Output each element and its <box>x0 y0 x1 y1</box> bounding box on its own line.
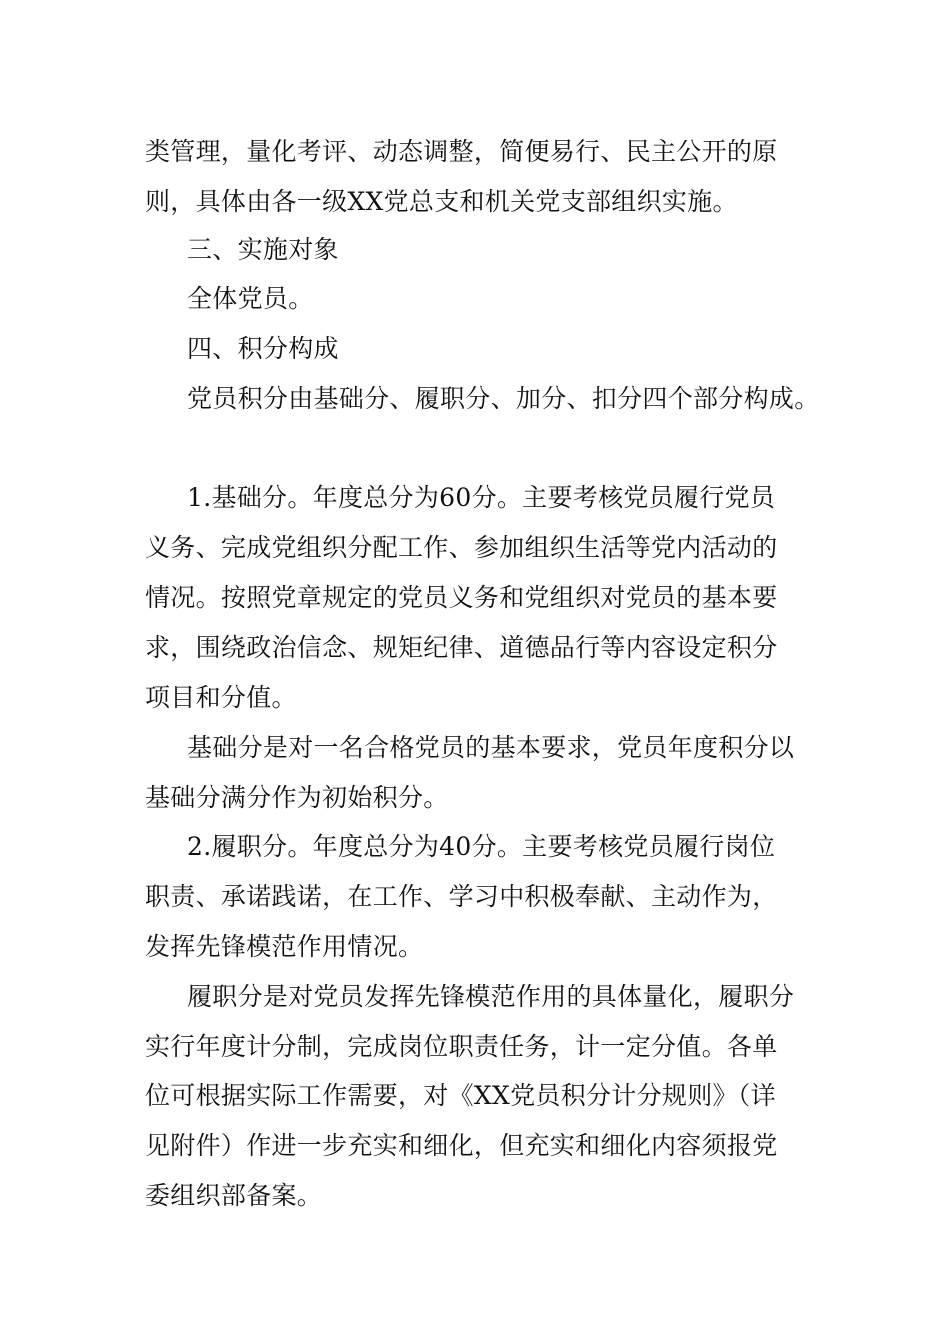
paragraph-line: 职责、承诺践诺，在工作、学习中积极奉献、主动作为， <box>145 882 778 911</box>
section-heading: 三、实施对象 <box>187 235 339 264</box>
paragraph-line: 全体党员。 <box>187 284 314 313</box>
paragraph-line: 项目和分值。 <box>145 683 297 712</box>
paragraph-line: 类管理，量化考评、动态调整，简便易行、民主公开的原 <box>145 137 778 166</box>
paragraph-line: 委组织部备案。 <box>145 1181 323 1210</box>
paragraph-line: 基础分是对一名合格党员的基本要求，党员年度积分以 <box>187 733 795 762</box>
section-heading: 四、积分构成 <box>187 334 339 363</box>
paragraph-line: 见附件）作进一步充实和细化，但充实和细化内容须报党 <box>145 1131 778 1160</box>
paragraph-line: 则，具体由各一级XX党总支和机关党支部组织实施。 <box>145 187 738 216</box>
paragraph-line: 履职分是对党员发挥先锋模范作用的具体量化，履职分 <box>187 982 795 1011</box>
paragraph-line: 位可根据实际工作需要，对《XX党员积分计分规则》（详 <box>145 1081 776 1110</box>
paragraph-line: 2.履职分。年度总分为40分。主要考核党员履行岗位 <box>187 832 776 861</box>
paragraph-line: 发挥先锋模范作用情况。 <box>145 932 424 961</box>
paragraph-line: 义务、完成党组织分配工作、参加组织生活等党内活动的 <box>145 533 778 562</box>
paragraph-line: 1.基础分。年度总分为60分。主要考核党员履行党员 <box>187 483 776 512</box>
paragraph-line: 求，围绕政治信念、规矩纪律、道德品行等内容设定积分 <box>145 633 778 662</box>
paragraph-line: 情况。按照党章规定的党员义务和党组织对党员的基本要 <box>145 583 778 612</box>
paragraph-line: 基础分满分作为初始积分。 <box>145 783 449 812</box>
paragraph-line: 党员积分由基础分、履职分、加分、扣分四个部分构成。 <box>187 384 820 413</box>
paragraph-line: 实行年度计分制，完成岗位职责任务，计一定分值。各单 <box>145 1032 778 1061</box>
